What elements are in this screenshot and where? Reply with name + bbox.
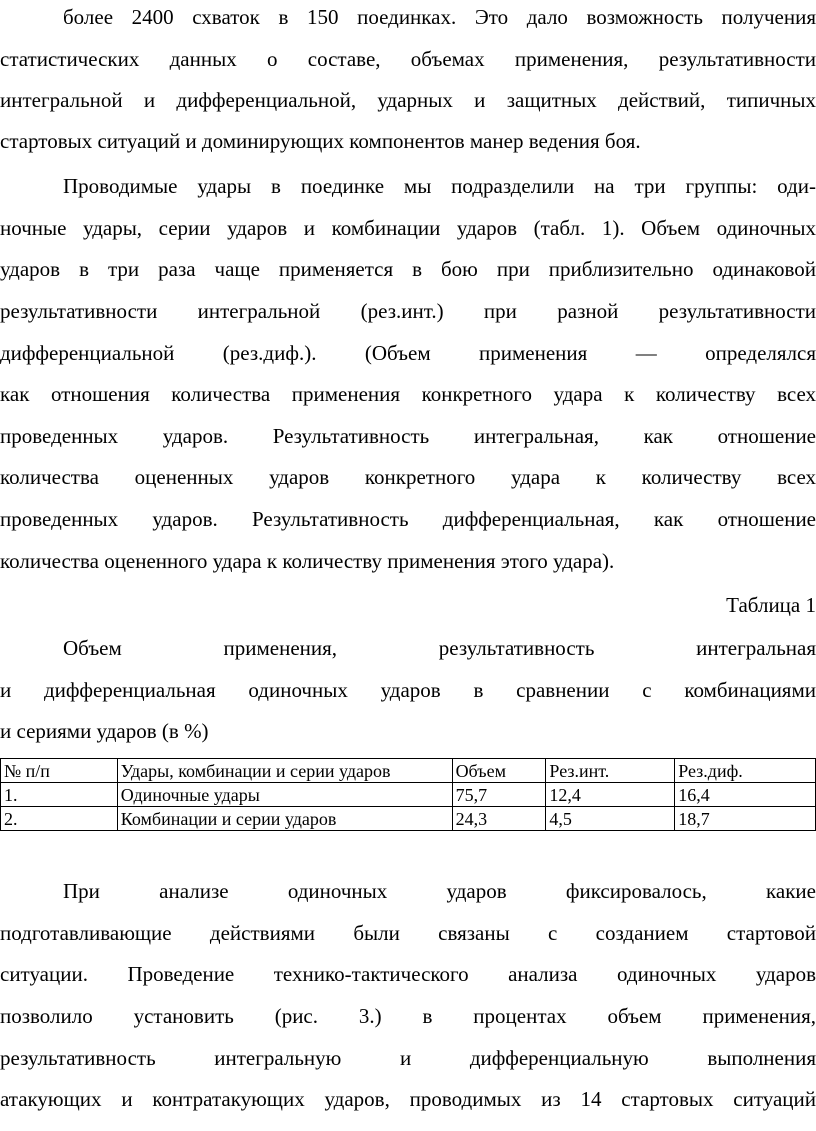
caption-line: и дифференциальная одиночных ударов в сравнении с комбинациями	[0, 678, 816, 702]
table-cell: Комбинации и серии ударов	[117, 807, 452, 831]
text-line: дифференциальной (рез.диф.). (Объем применения — определялся	[0, 341, 816, 365]
text-line: как отношения количества применения конкретного удара к количеству всех	[0, 382, 816, 406]
table-cell: 4,5	[546, 807, 675, 831]
header-cell: Рез.диф.	[675, 759, 816, 783]
table-header-row	[1, 759, 816, 783]
table-cell: 2.	[1, 807, 118, 831]
text-line: При анализе одиночных ударов фиксировалось, какие	[63, 879, 816, 903]
text-line: количества оцененных ударов конкретного удара к количеству всех	[0, 465, 816, 489]
table-cell: 12,4	[546, 783, 675, 807]
data-table	[0, 758, 816, 831]
text-line: стартовых ситуаций и доминирующих компонентов манер ведения боя.	[0, 129, 641, 153]
caption-line: и сериями ударов (в %)	[0, 719, 209, 743]
table-cell: 16,4	[675, 783, 816, 807]
caption-line: Объем применения, результативность интегральная	[63, 636, 816, 660]
text-line: результативность интегральную и дифференциальную выполнения	[0, 1046, 816, 1070]
table-cell: 18,7	[675, 807, 816, 831]
text-line: ударов в три раза чаще применяется в бою при приблизительно одинаковой	[0, 257, 816, 281]
text-line: проведенных ударов. Результативность интегральная, как отношение	[0, 424, 816, 448]
text-line: Проводимые удары в поединке мы подразделили на три группы: оди-	[63, 174, 816, 198]
text-line: атакующих и контратакующих ударов, проводимых из 14 стартовых ситуаций	[0, 1087, 816, 1111]
header-cell: Рез.инт.	[546, 759, 675, 783]
table-cell: Одиночные удары	[117, 783, 452, 807]
text-line: подготавливающие действиями были связаны с созданием стартовой	[0, 921, 816, 945]
header-cell: № п/п	[1, 759, 118, 783]
text-line: позволило установить (рис. 3.) в процентах объем применения,	[0, 1004, 816, 1028]
table-row	[1, 807, 816, 831]
text-line: количества оцененного удара к количеству применения этого удара).	[0, 549, 615, 573]
text-line: более 2400 схваток в 150 поединках. Это дало возможность получения	[63, 5, 816, 29]
text-line: статистических данных о составе, объемах применения, результативности	[0, 47, 816, 71]
table-cell: 24,3	[452, 807, 546, 831]
text-line: результативности интегральной (рез.инт.) при разной результативности	[0, 299, 816, 323]
table-cell: 75,7	[452, 783, 546, 807]
text-line: проведенных ударов. Результативность дифференциальная, как отношение	[0, 507, 816, 531]
table-row	[1, 783, 816, 807]
text-line: ночные удары, серии ударов и комбинации ударов (табл. 1). Объем одиночных	[0, 216, 816, 240]
text-line: ситуации. Проведение технико-тактического анализа одиночных ударов	[0, 962, 816, 986]
header-cell: Объем	[452, 759, 546, 783]
table-cell: 1.	[1, 783, 118, 807]
table-label: Таблица 1	[726, 593, 816, 617]
header-cell: Удары, комбинации и серии ударов	[117, 759, 452, 783]
text-line: интегральной и дифференциальной, ударных и защитных действий, типичных	[0, 88, 816, 112]
